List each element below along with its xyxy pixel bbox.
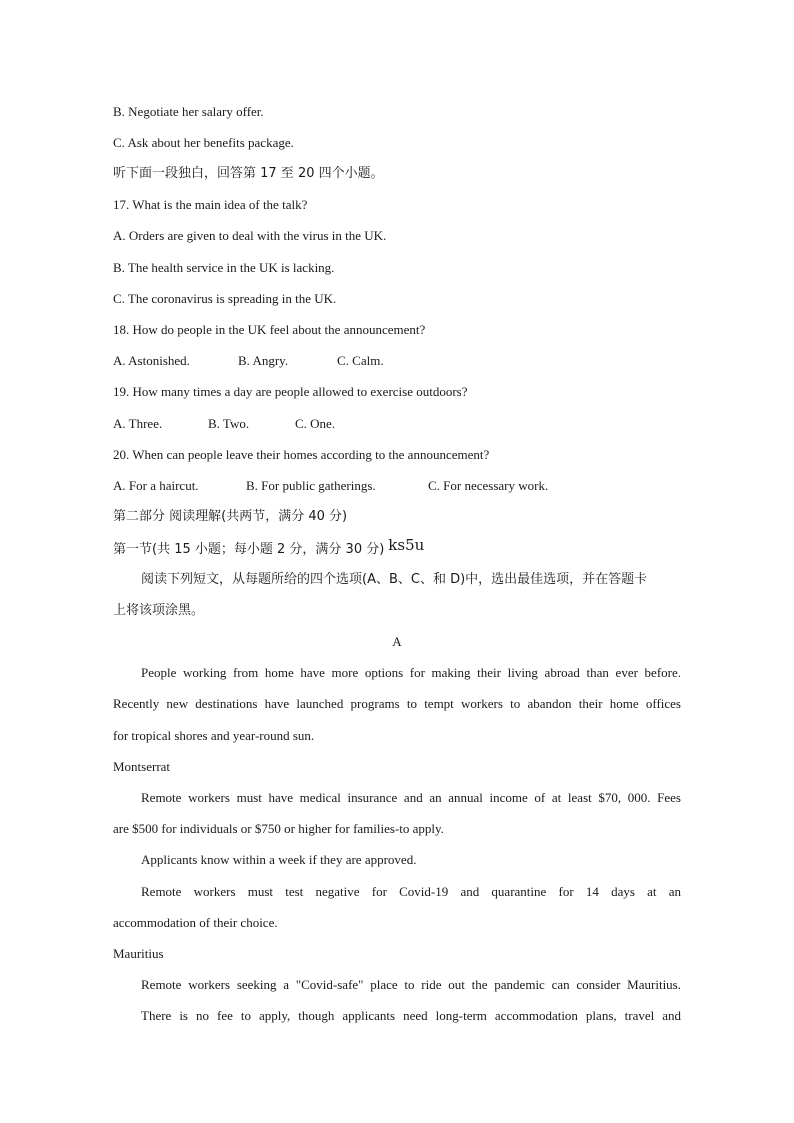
section-1-title: 第一节(共 15 小题；每小题 2 分，满分 30 分)	[113, 542, 385, 557]
option-19-a: A. Three.	[113, 416, 163, 431]
option-16-b: B. Negotiate her salary offer.	[113, 104, 264, 119]
option-17-c: C. The coronavirus is spreading in the UK.	[113, 291, 337, 306]
options-18	[113, 352, 384, 370]
question-19: 19. How many times a day are people allowed to exercise outdoors?	[113, 384, 468, 399]
heading-mauritius: Mauritius	[113, 946, 164, 961]
option-20-b: B. For public gatherings.	[246, 478, 376, 493]
question-17: 17. What is the main idea of the talk?	[113, 197, 308, 212]
paragraph-3-line-1: Applicants know within a week if they are approved.	[141, 852, 417, 867]
monologue-instruction: 听下面一段独白，回答第 17 至 20 四个小题。	[113, 166, 384, 181]
option-20-c: C. For necessary work.	[428, 478, 549, 493]
paragraph-4-line-2: accommodation of their choice.	[113, 915, 278, 930]
question-20: 20. When can people leave their homes according to the announcement?	[113, 447, 490, 462]
paragraph-1-line-3: for tropical shores and year-round sun.	[113, 728, 315, 743]
paragraph-6-line-1: There is no fee to apply, though applicants need long-term accommodation plans, travel and	[141, 1008, 681, 1023]
section-1-heading	[113, 536, 425, 559]
option-18-c: C. Calm.	[337, 353, 384, 368]
paragraph-4-line-1: Remote workers must test negative for Covid-19 and quarantine for 14 days at an	[141, 884, 681, 899]
paragraph-2-line-2: are $500 for individuals or $750 or higher for families-to apply.	[113, 821, 444, 836]
paragraph-1-line-1: People working from home have more options for making their living abroad than ever before.	[141, 665, 681, 680]
part-2-heading: 第二部分 阅读理解(共两节，满分 40 分)	[113, 509, 348, 524]
options-19	[113, 415, 335, 433]
reading-instruction-line-2: 上将该项涂黑。	[113, 603, 205, 618]
option-19-c: C. One.	[295, 416, 336, 431]
passage-label: A	[392, 634, 402, 649]
option-18-b: B. Angry.	[238, 353, 289, 368]
watermark-text: ks5u	[388, 536, 425, 554]
option-18-a: A. Astonished.	[113, 353, 190, 368]
reading-instruction-line-1: 阅读下列短文，从每题所给的四个选项(A、B、C、和 D)中，选出最佳选项，并在答题卡	[141, 572, 648, 587]
options-20	[113, 477, 548, 495]
question-18: 18. How do people in the UK feel about the announcement?	[113, 322, 426, 337]
paragraph-1-line-2: Recently new destinations have launched programs to tempt workers to abandon their home offices	[113, 696, 681, 711]
heading-montserrat: Montserrat	[113, 759, 171, 774]
option-20-a: A. For a haircut.	[113, 478, 199, 493]
option-17-a: A. Orders are given to deal with the virus in the UK.	[113, 228, 387, 243]
paragraph-2-line-1: Remote workers must have medical insurance and an annual income of at least $70, 000. Fees	[141, 790, 681, 805]
paragraph-5-line-1: Remote workers seeking a "Covid-safe" place to ride out the pandemic can consider Mauritius.	[141, 977, 681, 992]
option-17-b: B. The health service in the UK is lacking.	[113, 260, 335, 275]
option-19-b: B. Two.	[208, 416, 250, 431]
option-16-c: C. Ask about her benefits package.	[113, 135, 294, 150]
